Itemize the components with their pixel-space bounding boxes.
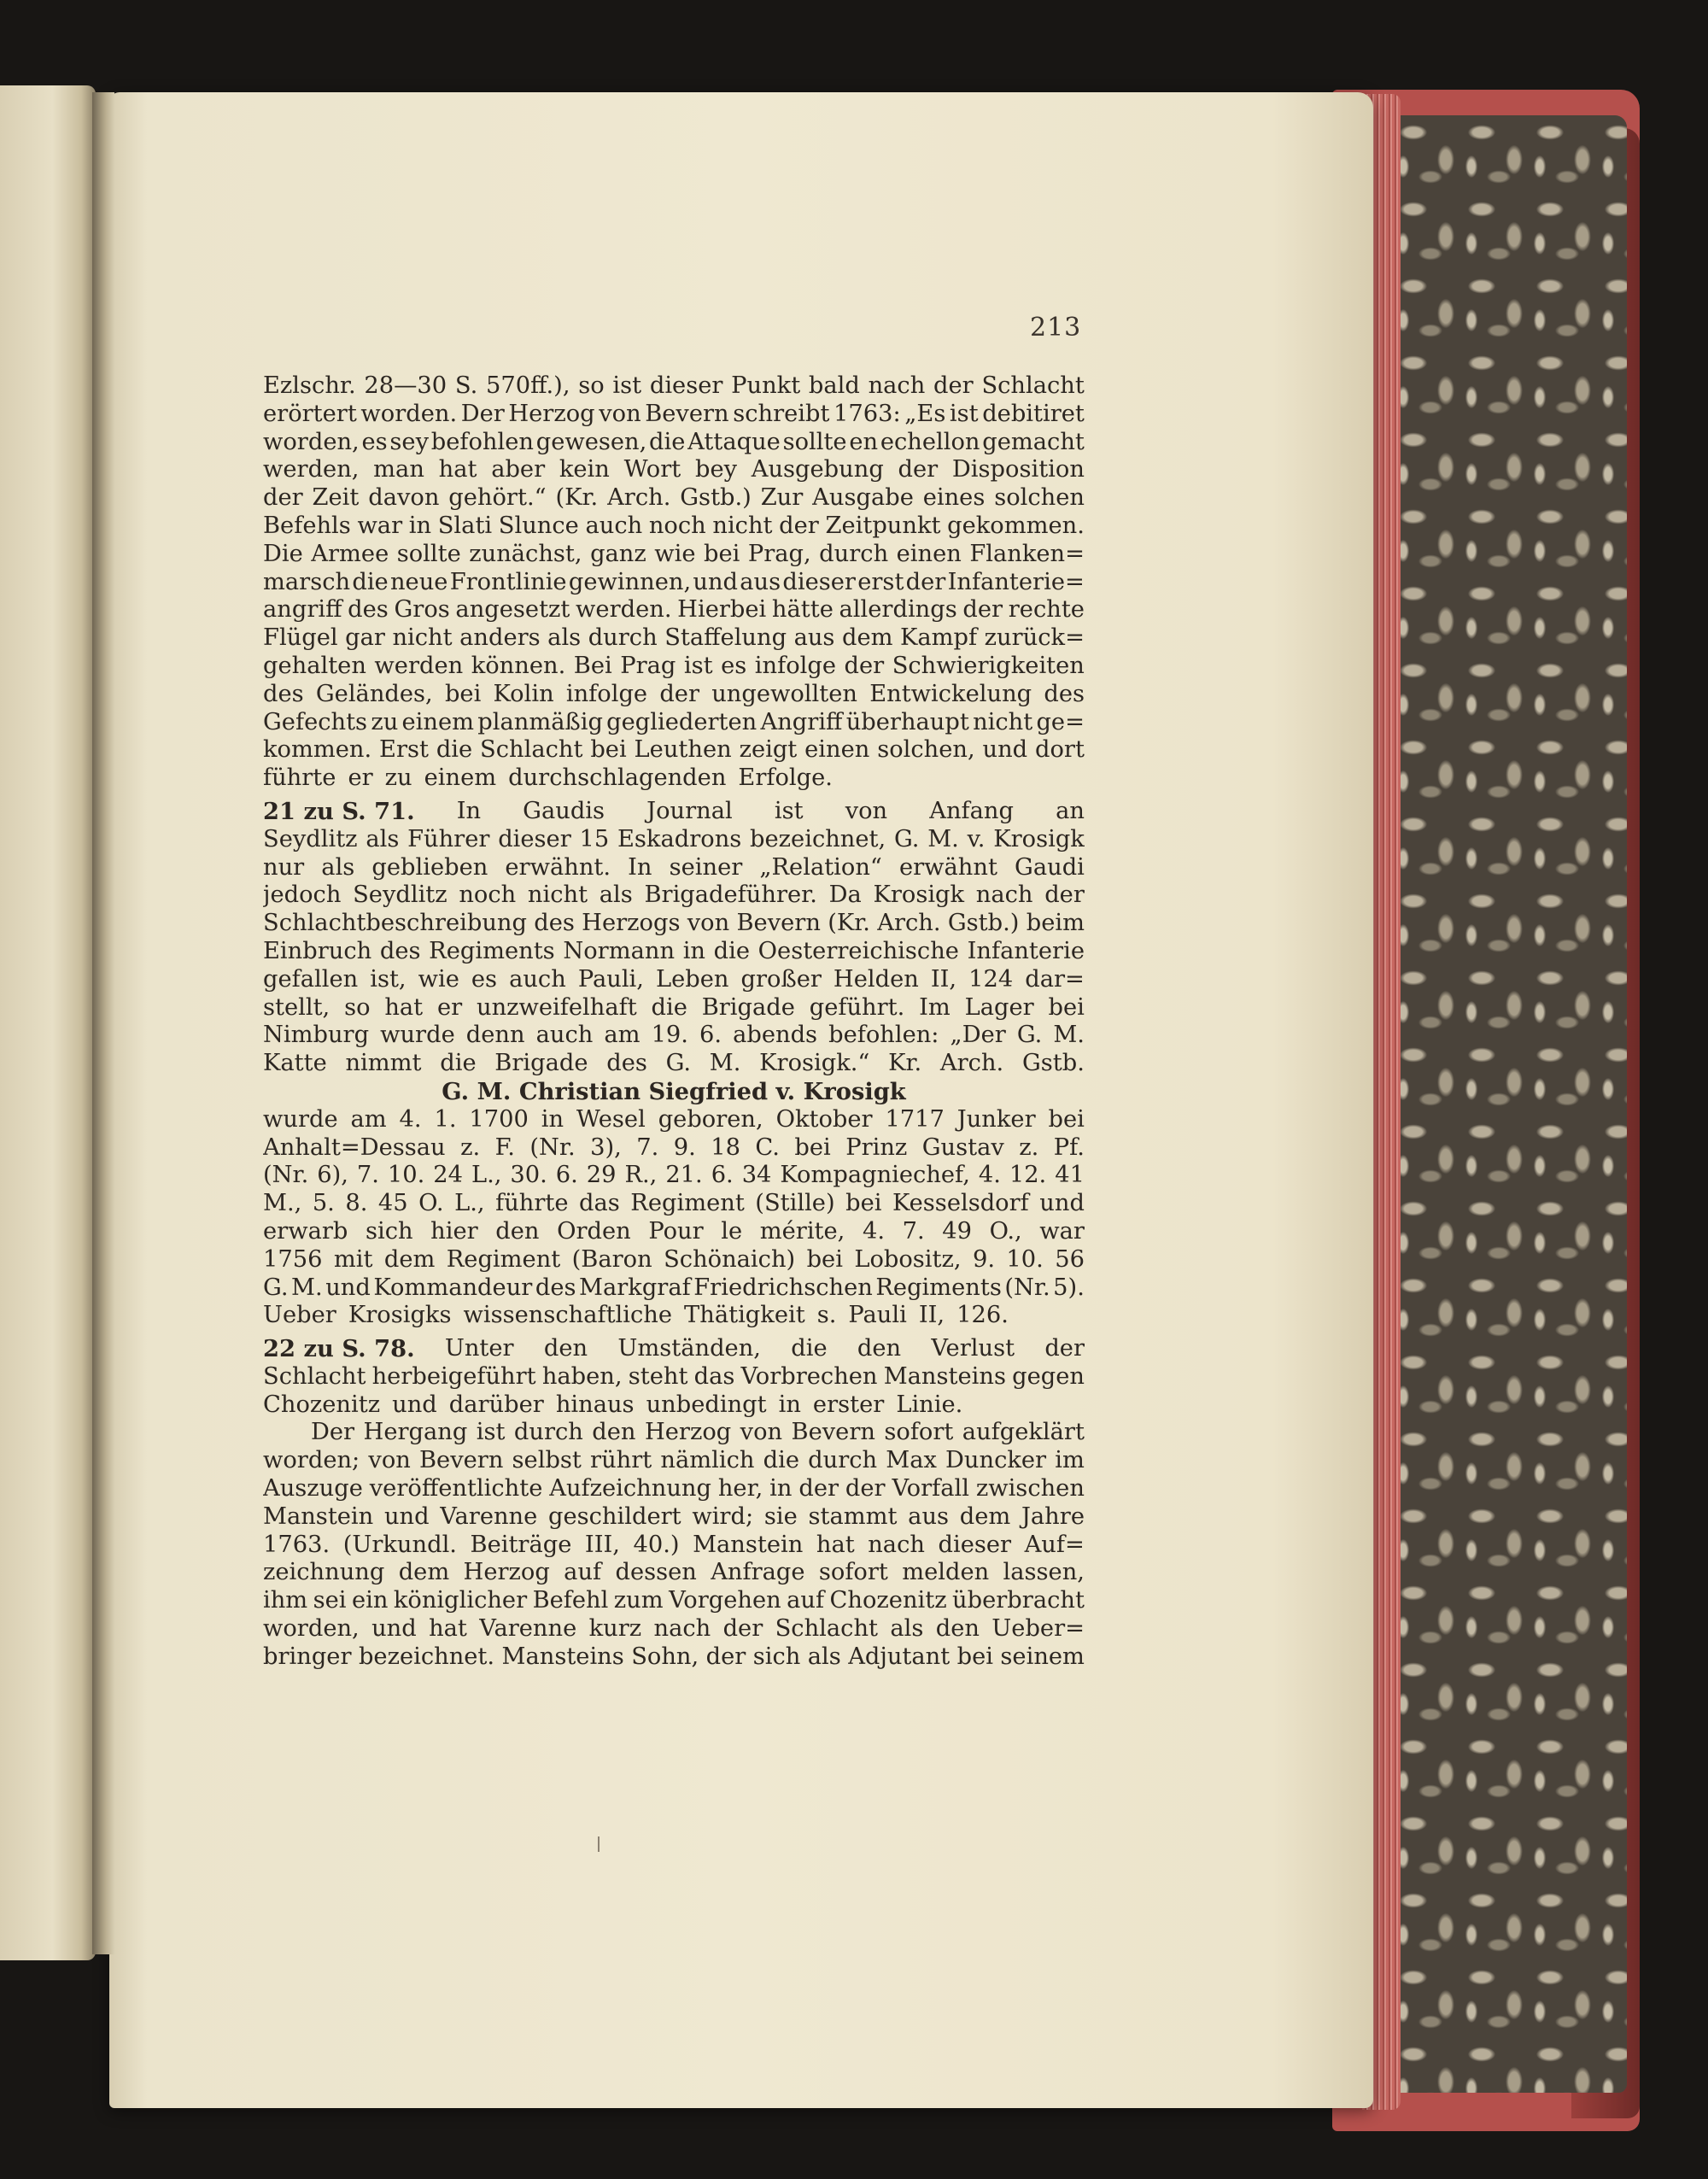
text-line: Flügel gar nicht anders als durch Staffelung aus dem Kampf zurück= (263, 624, 1085, 652)
text-line: des Geländes, bei Kolin infolge der ungewollten Entwickelung des (263, 680, 1085, 707)
text-line: 1763. (Urkundl. Beiträge III, 40.) Manstein hat nach dieser Auf= (263, 1531, 1085, 1558)
text-line: worden; von Bevern selbst rührt nämlich die durch Max Duncker im (263, 1447, 1085, 1474)
text-line: erörtert worden. Der Herzog von Bevern schreibt 1763: „Es ist debitiret (263, 400, 1085, 427)
text-line: stellt, so hat er unzweifelhaft die Brigade geführt. Im Lager bei (263, 993, 1085, 1021)
text-line: G. M. Christian Siegfried v. Krosigk (442, 1077, 906, 1105)
text-line: Katte nimmt die Brigade des G. M. Krosigk.“ Kr. Arch. Gstb. (263, 1050, 1085, 1077)
text-line: (Nr. 6), 7. 10. 24 L., 30. 6. 29 R., 21. 6. 34 Kompagniechef, 4. 12. 41 (263, 1162, 1085, 1189)
text-line: wurde am 4. 1. 1700 in Wesel geboren, Oktober 1717 Junker bei (263, 1105, 1085, 1133)
text-line: führte er zu einem durchschlagenden Erfolge. (263, 764, 833, 792)
text-line: 21 zu S. 71. In Gaudis Journal ist von Anfang an (263, 797, 1085, 825)
text-line: gefallen ist, wie es auch Pauli, Leben großer Helden II, 124 dar= (263, 965, 1085, 993)
text-line: Schlachtbeschreibung des Herzogs von Bevern (Kr. Arch. Gstb.) beim (263, 910, 1085, 937)
page-number: 213 (1030, 313, 1082, 343)
marbled-paper (1396, 115, 1627, 2093)
text-line: M., 5. 8. 45 O. L., führte das Regiment (Stille) bei Kesselsdorf und (263, 1190, 1085, 1217)
text-line: nur als geblieben erwähnt. In seiner „Relation“ erwähnt Gaudi (263, 853, 1085, 881)
text-line: worden, es sey befohlen gewesen, die Attaque sollte en echellon gemacht (263, 428, 1085, 455)
text-line: Auszuge veröffentlichte Aufzeichnung her, in der der Vorfall zwischen (263, 1475, 1085, 1502)
text-line: zeichnung dem Herzog auf dessen Anfrage sofort melden lassen, (263, 1559, 1085, 1586)
text-line: angriff des Gros angesetzt werden. Hierbei hätte allerdings der rechte (263, 596, 1085, 624)
text-line: Einbruch des Regiments Normann in die Oesterreichische Infanterie (263, 937, 1085, 964)
text-line: der Zeit davon gehört.“ (Kr. Arch. Gstb.) Zur Ausgabe eines solchen (263, 484, 1085, 512)
text-line: worden, und hat Varenne kurz nach der Schlacht als den Ueber= (263, 1615, 1085, 1643)
text-line: Seydlitz als Führer dieser 15 Eskadrons bezeichnet, G. M. v. Krosigk (263, 825, 1085, 852)
text-line: Ueber Krosigks wissenschaftliche Thätigkeit s. Pauli II, 126. (263, 1302, 1009, 1329)
text-line: Der Hergang ist durch den Herzog von Bevern sofort aufgeklärt (311, 1419, 1085, 1446)
text-line: Manstein und Varenne geschildert wird; sie stammt aus dem Jahre (263, 1502, 1085, 1530)
text-line: Nimburg wurde denn auch am 19. 6. abends befohlen: „Der G. M. (263, 1022, 1085, 1049)
left-page-edge (0, 85, 96, 1960)
text-line: Die Armee sollte zunächst, ganz wie bei Prag, durch einen Flanken= (263, 540, 1085, 567)
text-line: bringer bezeichnet. Mansteins Sohn, der sich als Adjutant bei seinem (263, 1643, 1085, 1670)
text-line: Anhalt=Dessau z. F. (Nr. 3), 7. 9. 18 C. bei Prinz Gustav z. Pf. (263, 1133, 1085, 1161)
book-gutter (92, 92, 114, 1954)
text-line: jedoch Seydlitz noch nicht als Brigadeführer. Da Krosigk nach der (263, 882, 1085, 909)
pencil-mark (598, 1836, 600, 1852)
text-line: marsch die neue Frontlinie gewinnen, und aus dieser erst der Infanterie= (263, 568, 1085, 595)
text-line: kommen. Erst die Schlacht bei Leuthen zeigt einen solchen, und dort (263, 736, 1085, 764)
text-line: werden, man hat aber kein Wort bey Ausgebung der Disposition (263, 456, 1085, 483)
text-line: ihm sei ein königlicher Befehl zum Vorgehen auf Chozenitz überbracht (263, 1587, 1085, 1614)
text-line: Gefechts zu einem planmäßig gegliederten Angriff überhaupt nicht ge= (263, 708, 1085, 735)
text-line: 1756 mit dem Regiment (Baron Schönaich) bei Lobositz, 9. 10. 56 (263, 1245, 1085, 1273)
text-line: G. M. und Kommandeur des Markgraf Friedrichschen Regiments (Nr. 5). (263, 1274, 1085, 1301)
text-line: Schlacht herbeigeführt haben, steht das Vorbrechen Mansteins gegen (263, 1362, 1085, 1390)
text-line: Chozenitz und darüber hinaus unbedingt in erster Linie. (263, 1391, 963, 1418)
page-text (263, 372, 1085, 1672)
text-line: Befehls war in Slati Slunce auch noch nicht der Zeitpunkt gekommen. (263, 512, 1085, 539)
text-line: Ezlschr. 28—30 S. 570ff.), so ist dieser Punkt bald nach der Schlacht (263, 372, 1085, 399)
text-line: erwarb sich hier den Orden Pour le mérite, 4. 7. 49 O., war (263, 1217, 1085, 1245)
text-line: gehalten werden können. Bei Prag ist es infolge der Schwierigkeiten (263, 652, 1085, 679)
text-line: 22 zu S. 78. Unter den Umständen, die den Verlust der (263, 1335, 1085, 1363)
